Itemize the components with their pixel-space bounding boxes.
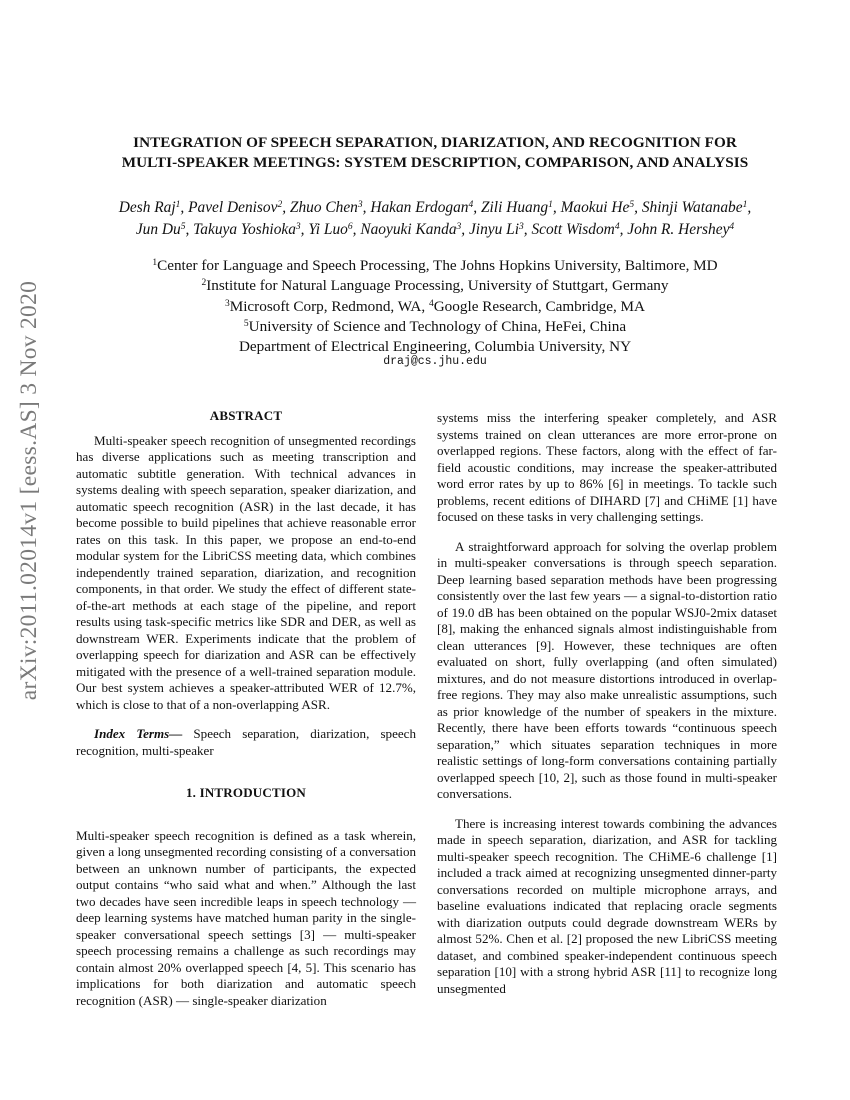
arxiv-side-stamp <box>10 280 50 700</box>
index-terms <box>76 726 416 759</box>
left-column <box>76 408 416 1009</box>
author: Yi Luo$^6$ <box>308 221 353 238</box>
arxiv-identifier: arXiv:2011.02014v1 [eess.AS] 3 Nov 2020 <box>16 280 43 700</box>
affiliation-1: $^1$Center for Language and Speech Processing, The Johns Hopkins University, Baltimore, MD <box>152 257 718 274</box>
intro-paragraph-2: A straightforward approach for solving the overlap problem in multi-speaker conversations is through speech separation. Deep learning based separation methods have been progressing consistently over the last few years — a signal-to-distortion ratio of 19.0 dB has been obtained on the popular WSJ0-2mix dataset [8], making the enhanced signals almost indistinguishable from clean utterances [9]. However, these techniques are often evaluated on short, fully overlapping (and often simulated) mixtures, and do not measure distortions introduced in overlap-free regions. They may also make unrealistic assumptions, such as prior knowledge of the number of speakers in the mixture. Recently, there have been efforts towards “continuous speech separation,” which situates separation techniques in more realistic settings of long-form conversations containing partially overlapped speech [10, 2], such as those found in multi-speaker conversations. <box>437 538 777 801</box>
contact-email: draj@cs.jhu.edu <box>383 355 487 368</box>
affiliation-list <box>60 256 810 357</box>
author: Zhuo Chen$^3$ <box>289 199 363 216</box>
intro-paragraph-1: Multi-speaker speech recognition is defined as a task wherein, given a long unsegmented recording consisting of a conversation between an unknown number of participants, the expected output contains “who said what and when.” Although the last two decades have seen incredible leaps in speech technology — deep learning systems have matched human parity in the single-speaker conversational speech settings [3] — multi-speaker speech processing remains a challenge as such recordings may contain almost 20% overlapped speech [4, 5]. This scenario has implications for both diarization and automatic speech recognition (ASR) — single-speaker diarization <box>76 827 416 1008</box>
author: Shinji Watanabe$^1$ <box>641 199 748 216</box>
author: Scott Wisdom$^4$ <box>531 221 620 238</box>
index-terms-text: Speech separation, diarization, speech recognition, multi-speaker <box>76 726 416 758</box>
abstract-heading: ABSTRACT <box>209 408 283 423</box>
author: Pavel Denisov$^2$ <box>188 199 283 216</box>
intro-heading: 1. INTRODUCTION <box>185 785 306 800</box>
index-terms-label: Index Terms— <box>94 726 183 741</box>
affiliation-6: Department of Electrical Engineering, Columbia University, NY <box>238 338 632 356</box>
affiliation-2: $^2$Institute for Natural Language Processing, University of Stuttgart, Germany <box>201 277 669 295</box>
affiliation-5: $^5$University of Science and Technology of China, HeFei, China <box>243 317 627 335</box>
author: Jinyu Li$^3$ <box>468 221 524 238</box>
author: Desh Raj$^1$ <box>118 199 181 216</box>
intro-paragraph-3: There is increasing interest towards combining the advances made in speech separation, diarization, and ASR for tackling multi-speaker speech recognition. The CHiME-6 challenge [1] included a track aimed at recognizing unsegmented dinner-party conversations recorded on multiple microphone arrays, and baseline evaluations indicated that replacing oracle segments with diarization outputs could degrade downstream WERs by almost 52%. Chen et al. [2] proposed the new LibriCSS meeting dataset, and combined speaker-independent continuous speech separation [10] with a strong hybrid ASR [11] to recognize long unsegmented <box>437 815 777 996</box>
author: Maokui He$^5$ <box>560 199 635 216</box>
right-column <box>437 410 777 997</box>
author: Jun Du$^5$ <box>135 221 186 238</box>
affiliation-3-4: $^3$Microsoft Corp, Redmond, WA, $^4$Google Research, Cambridge, MA <box>224 297 646 315</box>
intro-paragraph-1-continued: systems miss the interfering speaker completely, and ASR systems trained on clean utterances are more error-prone on overlapped regions. These factors, along with the effect of far-field acoustic conditions, may increase the speaker-attributed word error rates by up to 86% [6] in meetings. To tackle such problems, recent editions of DIHARD [7] and CHiME [1] have focused on these tasks in very challenging settings. <box>437 410 777 524</box>
author: Takuya Yoshioka$^3$ <box>193 221 301 238</box>
title-line-2: MULTI-SPEAKER MEETINGS: SYSTEM DESCRIPTION, COMPARISON, AND ANALYSIS <box>121 154 749 171</box>
paper-title <box>60 133 810 173</box>
title-line-1: INTEGRATION OF SPEECH SEPARATION, DIARIZATION, AND RECOGNITION FOR <box>133 134 737 151</box>
author-list: Desh Raj$^1$, Pavel Denisov$^2$, Zhuo Chen$^3$, Hakan Erdogan$^4$, Zili Huang$^1$, Maokui He$^5$, Shinji Watanabe$^1$, Jun Du$^5$, Takuya Yoshioka$^3$, Yi Luo$^6$, Naoyuki Kanda$^3$, Jinyu Li$^3$, Scott Wisdom$^4$, John R. Hershey$^4$ <box>118 199 752 238</box>
author: Hakan Erdogan$^4$ <box>370 199 474 216</box>
author: John R. Hershey$^4$ <box>627 221 735 238</box>
abstract-text: Multi-speaker speech recognition of unsegmented recordings has diverse applications such as meeting transcription and automatic subtitle generation. With technical advances in systems dealing with speech separation, speaker diarization, and automatic speech recognition (ASR) in the last decade, it has become possible to build pipelines that achieve reasonable error rates on this task. In this paper, we propose an end-to-end modular system for the LibriCSS meeting data, which combines independently trained separation, diarization, and recognition components, in that order. We study the effect of different state-of-the-art methods at each stage of the pipeline, and report results using task-specific metrics like SDR and DER, as well as downstream WER. Experiments indicate that the problem of overlapping speech for diarization and ASR can be effectively mitigated with the presence of a well-trained separation module. Our best system achieves a speaker-attributed WER of 12.7%, which is close to that of a non-overlapping ASR. <box>76 432 416 712</box>
author: Naoyuki Kanda$^3$ <box>360 221 462 238</box>
author: Zili Huang$^1$ <box>480 199 553 216</box>
